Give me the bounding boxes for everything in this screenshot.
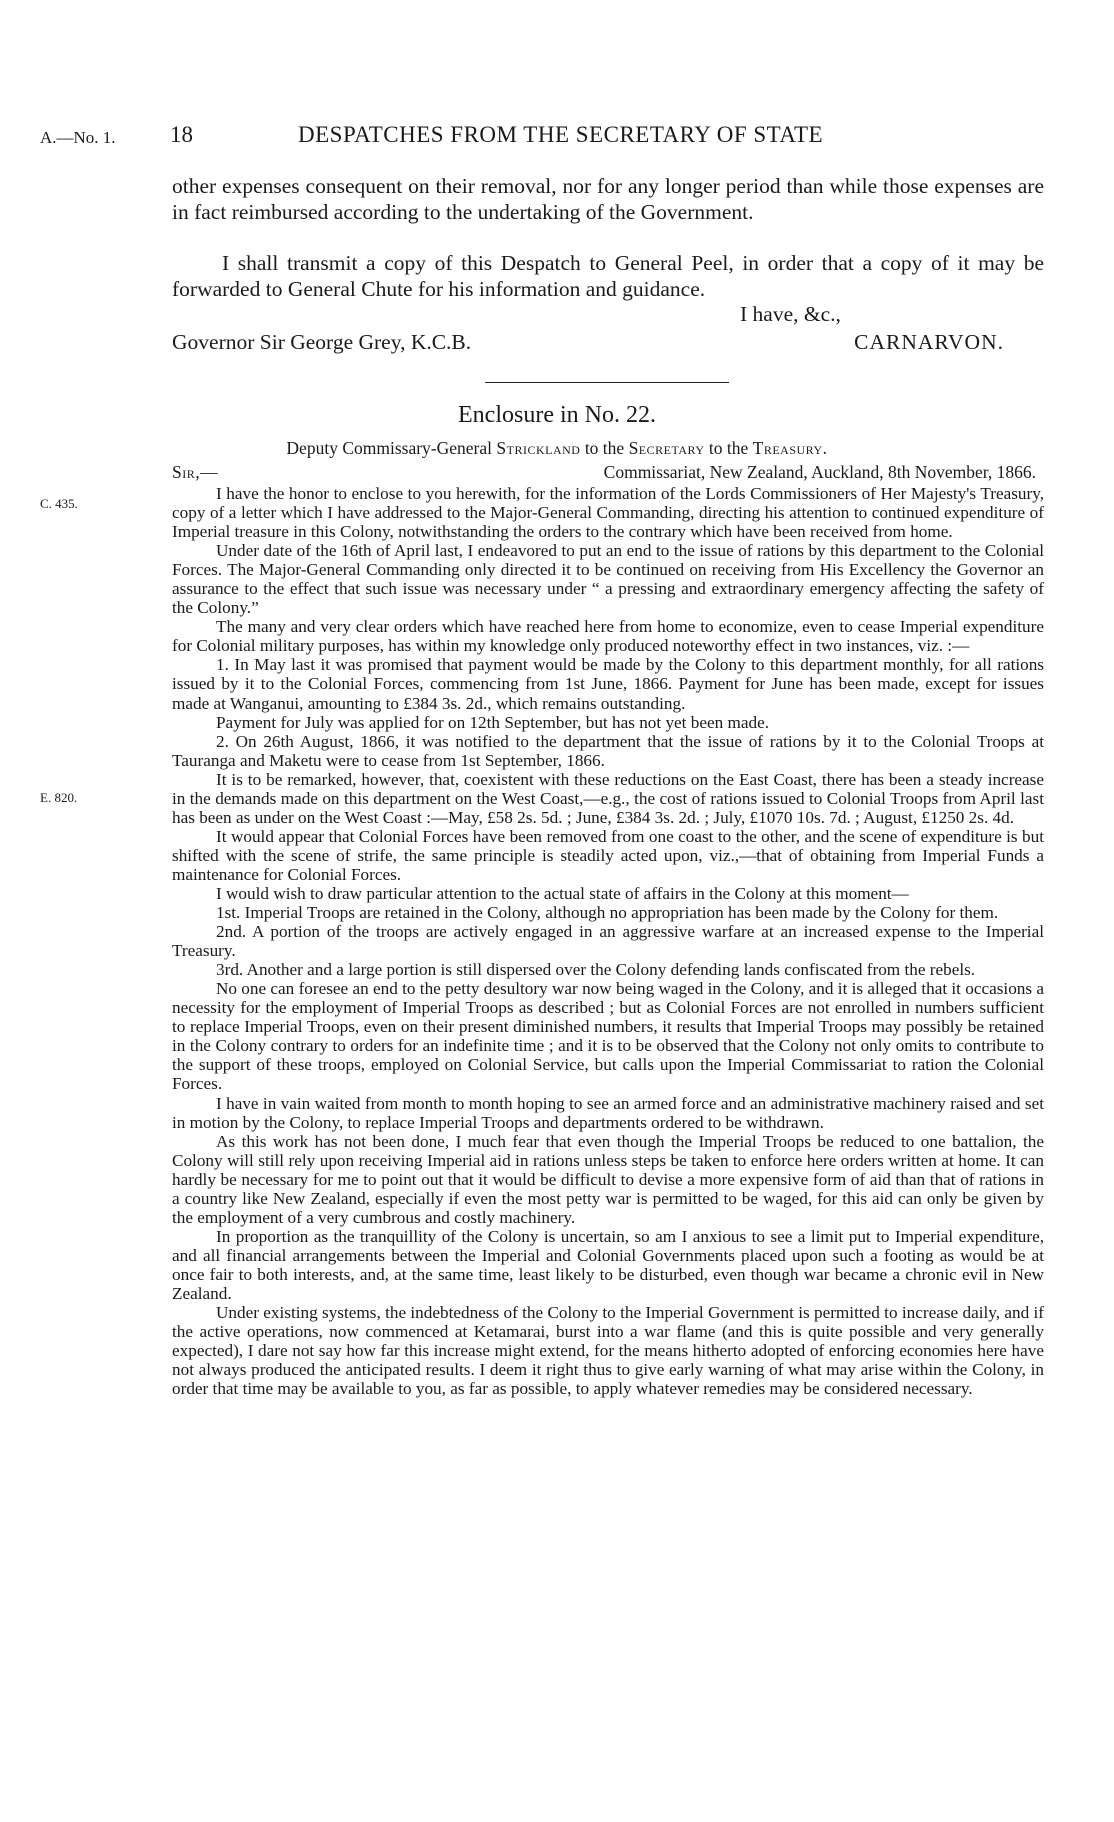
addressee: Governor Sir George Grey, K.C.B.: [172, 330, 472, 354]
from-title: Deputy Commissary-General: [286, 438, 492, 458]
paragraph: No one can foresee an end to the petty desultory war now being waged in the Colony, and it is alleged that it occasions a necessity for the employment of Imperial Troops as described ; but as Colonial Forces are not enrolled in numbers sufficient to replace Imperial Troops, even on their present diminished numbers, it results that Imperial Troops may possibly be retained in the Colony contrary to orders for an indefinite time ; and it is to be observed that the Colony not only omits to contribute to the support of these troops, employed on Colonial Service, but calls upon the Imperial Commissariat to ration the Colonial Forces.: [172, 979, 1044, 1094]
paragraph: It is to be remarked, however, that, coexistent with these reductions on the East Coast, there has been a steady increase in the demands made on this department on the West Coast,—e.g., the cost of rations issued to Colonial Troops from April last has been as under on the West Coast :—May, £58 2s. 5d. ; June, £384 3s. 2d. ; July, £1070 10s. 7d. ; August, £1250 2s. 4d.: [172, 769, 1044, 827]
enclosure-subheading: [0, 438, 1114, 459]
paragraph: 3rd. Another and a large portion is still dispersed over the Colony defending lands confiscated from the rebels.: [216, 960, 976, 980]
to-word-1: to the: [584, 438, 625, 458]
paragraph: Payment for July was applied for on 12th September, but has not yet been made.: [216, 712, 770, 732]
salutation: Sir,—: [172, 462, 219, 482]
paragraph: Under existing systems, the indebtedness of the Colony to the Imperial Government is permitted to increase daily, and if the active operations, now commenced at Ketamarai, burst into a war flame (and this is quite possible and very generally expected), I dare not say how far this increase might extend, for the means hitherto adopted of enforcing economies here have not always produced the anticipated results. I deem it right thus to give early warning of what may arise within the Colony, in order that time may be available to you, as far as possible, to apply whatever remedies may be considered necessary.: [172, 1303, 1044, 1399]
document-reference: A.—No. 1.: [40, 128, 116, 147]
transmit-paragraph: I shall transmit a copy of this Despatch to General Peel, in order that a copy of it may be forwarded to General Chute for his information and guidance.: [172, 251, 1044, 301]
enclosure-heading: Enclosure in No. 22.: [458, 402, 656, 428]
paragraph: In proportion as the tranquillity of the Colony is uncertain, so am I anxious to see a limit put to Imperial expenditure, and all financial arrangements between the Imperial and Colonial Governments placed upon such a footing as would be at once fair to both interests, and, at the same time, least likely to be disturbed, even though war became a chronic evil in New Zealand.: [172, 1226, 1044, 1303]
letter-body: [172, 484, 1044, 1398]
paragraph: 1. In May last it was promised that payment would be made by the Colony to this department monthly, for all rations issued by it to the Colonial Forces, commencing from 1st June, 1866. Payment for June has been made, except for issues made at Wanganui, amounting to £384 3s. 2d., which remains outstanding.: [172, 655, 1044, 713]
paragraph: 1st. Imperial Troops are retained in the Colony, although no appropriation has been made by the Colony for them.: [216, 903, 999, 923]
location-date: Commissariat, New Zealand, Auckland, 8th November, 1866.: [603, 462, 1036, 482]
signature: CARNARVON.: [854, 330, 1004, 354]
closing-row: [172, 302, 1044, 328]
paragraph: I have in vain waited from month to month hoping to see an armed force and an administrative machinery raised and set in motion by the Colony, to replace Imperial Troops and departments ordered to be withdrawn.: [172, 1093, 1044, 1132]
paragraph: I have the honor to enclose to you herewith, for the information of the Lords Commissioners of Her Majesty's Treasury, copy of a letter which I have addressed to the Major-General Commanding, directing his attention to continued expenditure of Imperial treasure in this Colony, notwithstanding the orders to the contrary which have been received from home.: [172, 484, 1044, 542]
paragraph: As this work has not been done, I much fear that even though the Imperial Troops be reduced to one battalion, the Colony will still rely upon receiving Imperial aid in rations unless steps be taken to enforce here orders written at home. It can hardly be necessary for me to point out that it would be difficult to devise a more expensive form of aid than that of rations in a country like New Zealand, especially if even the most petty war is permitted to be waged, for this aid can only be given by the employment of a very cumbrous and costly machinery.: [172, 1131, 1044, 1227]
paragraph: The many and very clear orders which have reached here from home to economize, even to cease Imperial expenditure for Colonial military purposes, has within my knowledge only produced noteworthy effect in two instances, viz. :—: [172, 617, 1044, 656]
running-title: DESPATCHES FROM THE SECRETARY OF STATE: [298, 122, 824, 147]
salutation-row: [172, 462, 1044, 484]
page-header: [0, 122, 1114, 152]
paragraph: 2nd. A portion of the troops are actively engaged in an aggressive warfare at an increased expense to the Imperial Treasury.: [172, 922, 1044, 961]
to-treasury: Treasury.: [752, 438, 828, 458]
paragraph: Under date of the 16th of April last, I endeavored to put an end to the issue of rations by this department to the Colonial Forces. The Major-General Commanding only directed it to be continued on receiving from His Excellency the Governor an assurance to the effect that such issue was necessary under “ a pressing and extraordinary emergency affecting the safety of the Colony.”: [172, 541, 1044, 618]
paragraph: It would appear that Colonial Forces have been removed from one coast to the other, and the scene of expenditure is but shifted with the scene of strife, the same principle is steadily acted upon, viz.,—that of obtaining from Imperial Funds a maintenance for Colonial Forces.: [172, 826, 1044, 884]
margin-note: C. 435.: [40, 496, 78, 511]
margin-note: E. 820.: [40, 790, 78, 805]
paragraph: 2. On 26th August, 1866, it was notified to the department that the issue of rations by it to the Colonial Troops at Tauranga and Maketu were to cease from 1st September, 1866.: [172, 731, 1044, 770]
to-word-2: to the: [708, 438, 749, 458]
paragraph: I would wish to draw particular attention to the actual state of affairs in the Colony at this moment—: [216, 883, 909, 903]
from-name: Strickland: [496, 438, 581, 458]
page-number: 18: [170, 122, 193, 147]
to-secretary: Secretary: [628, 438, 705, 458]
signature-row: [172, 330, 1044, 356]
continuation-paragraph: other expenses consequent on their removal, nor for any longer period than while those expenses are in fact reimbursed according to the undertaking of the Government.: [172, 174, 1044, 224]
closing-phrase: I have, &c.,: [740, 302, 841, 326]
section-divider: [485, 382, 729, 383]
